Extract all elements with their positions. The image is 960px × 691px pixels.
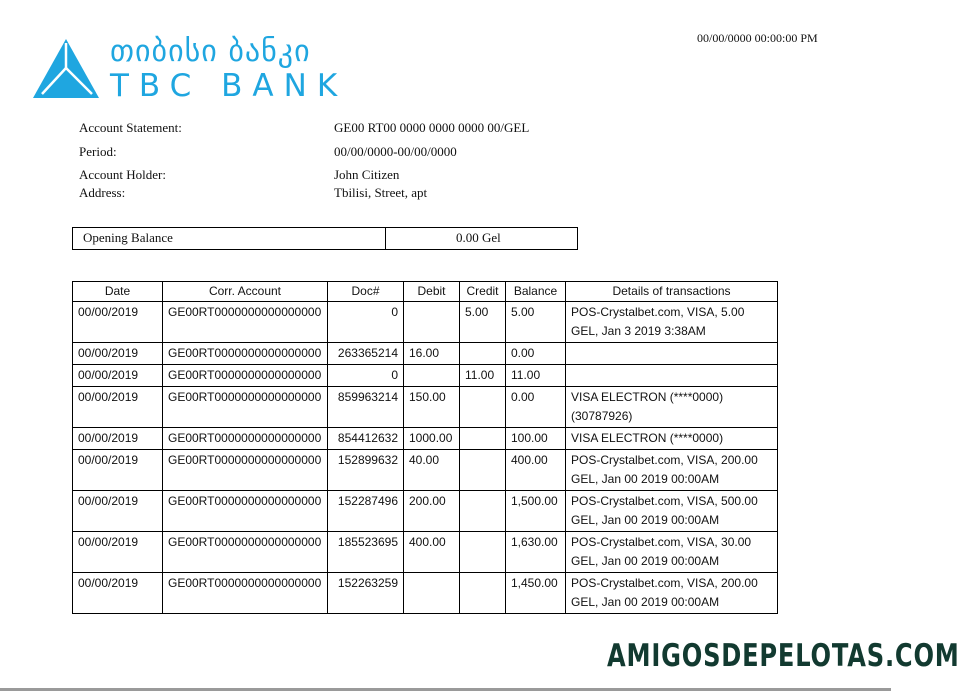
cell-details: VISA ELECTRON (****0000) (30787926) xyxy=(566,387,778,428)
tbc-triangle-logo-icon xyxy=(32,38,100,100)
cell-balance: 1,500.00 xyxy=(506,491,566,532)
cell-corr-account: GE00RT0000000000000000 xyxy=(163,387,328,428)
cell-details xyxy=(566,365,778,387)
col-header-details: Details of transactions xyxy=(566,282,778,302)
cell-debit: 16.00 xyxy=(404,343,460,365)
cell-date: 00/00/2019 xyxy=(73,450,163,491)
cell-balance: 100.00 xyxy=(506,428,566,450)
cell-doc: 185523695 xyxy=(328,532,404,573)
cell-debit xyxy=(404,302,460,343)
cell-credit xyxy=(460,387,506,428)
table-row xyxy=(73,302,778,343)
table-row xyxy=(73,450,778,491)
cell-balance: 400.00 xyxy=(506,450,566,491)
table-header-row xyxy=(73,282,778,302)
col-header-credit: Credit xyxy=(460,282,506,302)
table-row xyxy=(73,365,778,387)
table-row xyxy=(73,387,778,428)
cell-details: POS-Crystalbet.com, VISA, 200.00 GEL, Jan 00 2019 00:00AM xyxy=(566,450,778,491)
cell-details: POS-Crystalbet.com, VISA, 500.00 GEL, Jan 00 2019 00:00AM xyxy=(566,491,778,532)
opening-balance-box xyxy=(72,227,578,250)
period-label: Period: xyxy=(79,144,117,159)
col-header-doc: Doc# xyxy=(328,282,404,302)
cell-date: 00/00/2019 xyxy=(73,365,163,387)
cell-credit xyxy=(460,491,506,532)
address-label: Address: xyxy=(79,185,126,200)
col-header-debit: Debit xyxy=(404,282,460,302)
cell-details xyxy=(566,343,778,365)
cell-details: VISA ELECTRON (****0000) xyxy=(566,428,778,450)
cell-date: 00/00/2019 xyxy=(73,428,163,450)
watermark: AMIGOSDEPELOTAS.COM xyxy=(607,638,960,674)
cell-balance: 0.00 xyxy=(506,343,566,365)
cell-details: POS-Crystalbet.com, VISA, 30.00 GEL, Jan 00 2019 00:00AM xyxy=(566,532,778,573)
table-row xyxy=(73,532,778,573)
cell-debit: 1000.00 xyxy=(404,428,460,450)
bank-name-georgian: თიბისი ბანკი xyxy=(110,34,311,69)
cell-debit: 40.00 xyxy=(404,450,460,491)
cell-corr-account: GE00RT0000000000000000 xyxy=(163,343,328,365)
cell-balance: 11.00 xyxy=(506,365,566,387)
cell-corr-account: GE00RT0000000000000000 xyxy=(163,428,328,450)
cell-doc: 854412632 xyxy=(328,428,404,450)
holder-label: Account Holder: xyxy=(79,167,167,182)
statement-value: GE00 RT00 0000 0000 0000 00/GEL xyxy=(334,120,530,135)
cell-doc: 859963214 xyxy=(328,387,404,428)
cell-doc: 263365214 xyxy=(328,343,404,365)
cell-debit xyxy=(404,573,460,614)
cell-corr-account: GE00RT0000000000000000 xyxy=(163,365,328,387)
period-value: 00/00/0000-00/00/0000 xyxy=(334,144,457,159)
opening-balance-label: Opening Balance xyxy=(83,230,173,245)
cell-date: 00/00/2019 xyxy=(73,302,163,343)
cell-doc: 152263259 xyxy=(328,573,404,614)
cell-debit: 200.00 xyxy=(404,491,460,532)
cell-balance: 0.00 xyxy=(506,387,566,428)
cell-doc: 0 xyxy=(328,302,404,343)
cell-date: 00/00/2019 xyxy=(73,532,163,573)
cell-credit xyxy=(460,450,506,491)
transactions-table xyxy=(72,281,778,614)
cell-credit xyxy=(460,428,506,450)
cell-credit xyxy=(460,532,506,573)
cell-doc: 152899632 xyxy=(328,450,404,491)
cell-debit xyxy=(404,365,460,387)
bank-logo xyxy=(32,34,348,104)
cell-date: 00/00/2019 xyxy=(73,491,163,532)
cell-corr-account: GE00RT0000000000000000 xyxy=(163,450,328,491)
cell-debit: 150.00 xyxy=(404,387,460,428)
cell-details: POS-Crystalbet.com, VISA, 200.00 GEL, Jan 00 2019 00:00AM xyxy=(566,573,778,614)
cell-corr-account: GE00RT0000000000000000 xyxy=(163,302,328,343)
cell-credit: 5.00 xyxy=(460,302,506,343)
table-row xyxy=(73,428,778,450)
table-row xyxy=(73,491,778,532)
cell-balance: 1,450.00 xyxy=(506,573,566,614)
cell-doc: 0 xyxy=(328,365,404,387)
holder-value: John Citizen xyxy=(334,167,400,182)
print-timestamp: 00/00/0000 00:00:00 PM xyxy=(697,31,818,45)
cell-debit: 400.00 xyxy=(404,532,460,573)
address-value: Tbilisi, Street, apt xyxy=(334,185,428,200)
cell-details: POS-Crystalbet.com, VISA, 5.00 GEL, Jan 3 2019 3:38AM xyxy=(566,302,778,343)
col-header-date: Date xyxy=(73,282,163,302)
table-row xyxy=(73,343,778,365)
table-row xyxy=(73,573,778,614)
opening-balance-value: 0.00 Gel xyxy=(456,230,501,245)
cell-balance: 5.00 xyxy=(506,302,566,343)
cell-corr-account: GE00RT0000000000000000 xyxy=(163,532,328,573)
opening-balance-divider xyxy=(385,228,386,249)
cell-credit: 11.00 xyxy=(460,365,506,387)
statement-label: Account Statement: xyxy=(79,120,182,135)
bank-name-latin: TBC BANK xyxy=(110,68,348,104)
cell-corr-account: GE00RT0000000000000000 xyxy=(163,573,328,614)
cell-credit xyxy=(460,573,506,614)
cell-corr-account: GE00RT0000000000000000 xyxy=(163,491,328,532)
cell-date: 00/00/2019 xyxy=(73,573,163,614)
col-header-balance: Balance xyxy=(506,282,566,302)
cell-credit xyxy=(460,343,506,365)
cell-date: 00/00/2019 xyxy=(73,387,163,428)
cell-balance: 1,630.00 xyxy=(506,532,566,573)
col-header-corr-account: Corr. Account xyxy=(163,282,328,302)
cell-date: 00/00/2019 xyxy=(73,343,163,365)
cell-doc: 152287496 xyxy=(328,491,404,532)
